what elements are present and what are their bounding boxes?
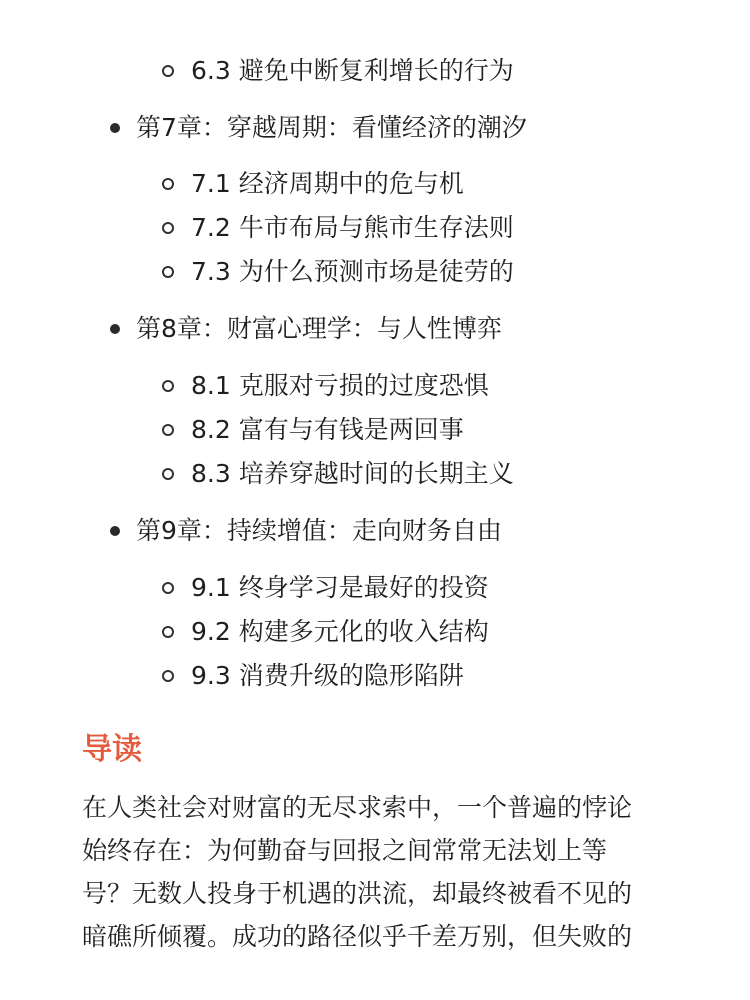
section-heading: 导读: [82, 732, 142, 767]
toc-item-text: 7.2 牛市布局与熊市生存法则: [191, 213, 514, 242]
hollow-bullet-icon: [162, 582, 174, 594]
toc-section-item[interactable]: [162, 457, 514, 491]
paragraph-line: 号？无数人投身于机遇的洪流，却最终被看不见的: [82, 879, 633, 908]
hollow-bullet-icon: [162, 424, 174, 436]
toc-item-text: 8.1 克服对亏损的过度恐惧: [191, 371, 489, 400]
toc-item-text: 9.1 终身学习是最好的投资: [191, 573, 489, 602]
toc-item-text: 7.3 为什么预测市场是徒劳的: [191, 257, 514, 286]
filled-bullet-icon: [110, 324, 120, 334]
paragraph-line: 始终存在：为何勤奋与回报之间常常无法划上等: [82, 836, 608, 865]
hollow-bullet-icon: [162, 626, 174, 638]
toc-item-text: 第8章：财富心理学：与人性博弈: [136, 314, 502, 343]
toc-item-text: 第7章：穿越周期：看懂经济的潮汐: [136, 113, 527, 142]
toc-item-text: 第9章：持续增值：走向财务自由: [136, 516, 502, 545]
filled-bullet-icon: [110, 123, 120, 133]
toc-item-text: 9.3 消费升级的隐形陷阱: [191, 661, 464, 690]
hollow-bullet-icon: [162, 468, 174, 480]
toc-section-item[interactable]: [162, 255, 514, 289]
toc-item-text: 9.2 构建多元化的收入结构: [191, 617, 489, 646]
toc-section-item[interactable]: [162, 413, 464, 447]
toc-section-item[interactable]: [162, 571, 489, 605]
hollow-bullet-icon: [162, 670, 174, 682]
hollow-bullet-icon: [162, 222, 174, 234]
toc-item-text: 6.3 避免中断复利增长的行为: [191, 56, 514, 85]
toc-chapter-item[interactable]: [110, 111, 527, 145]
hollow-bullet-icon: [162, 65, 174, 77]
hollow-bullet-icon: [162, 380, 174, 392]
toc-item-text: 8.2 富有与有钱是两回事: [191, 415, 464, 444]
filled-bullet-icon: [110, 526, 120, 536]
toc-item-text: 8.3 培养穿越时间的长期主义: [191, 459, 514, 488]
toc-section-item[interactable]: [162, 615, 489, 649]
toc-section-item[interactable]: [162, 211, 514, 245]
paragraph-line: 在人类社会对财富的无尽求索中，一个普遍的悖论: [82, 793, 633, 822]
paragraph-line: 暗礁所倾覆。成功的路径似乎千差万别，但失败的: [82, 922, 633, 951]
toc-item-text: 7.1 经济周期中的危与机: [191, 169, 464, 198]
toc-section-item[interactable]: [162, 54, 514, 88]
toc-section-item[interactable]: [162, 659, 464, 693]
toc-section-item[interactable]: [162, 369, 489, 403]
hollow-bullet-icon: [162, 266, 174, 278]
toc-section-item[interactable]: [162, 167, 464, 201]
hollow-bullet-icon: [162, 178, 174, 190]
toc-chapter-item[interactable]: [110, 514, 502, 548]
toc-chapter-item[interactable]: [110, 312, 502, 346]
